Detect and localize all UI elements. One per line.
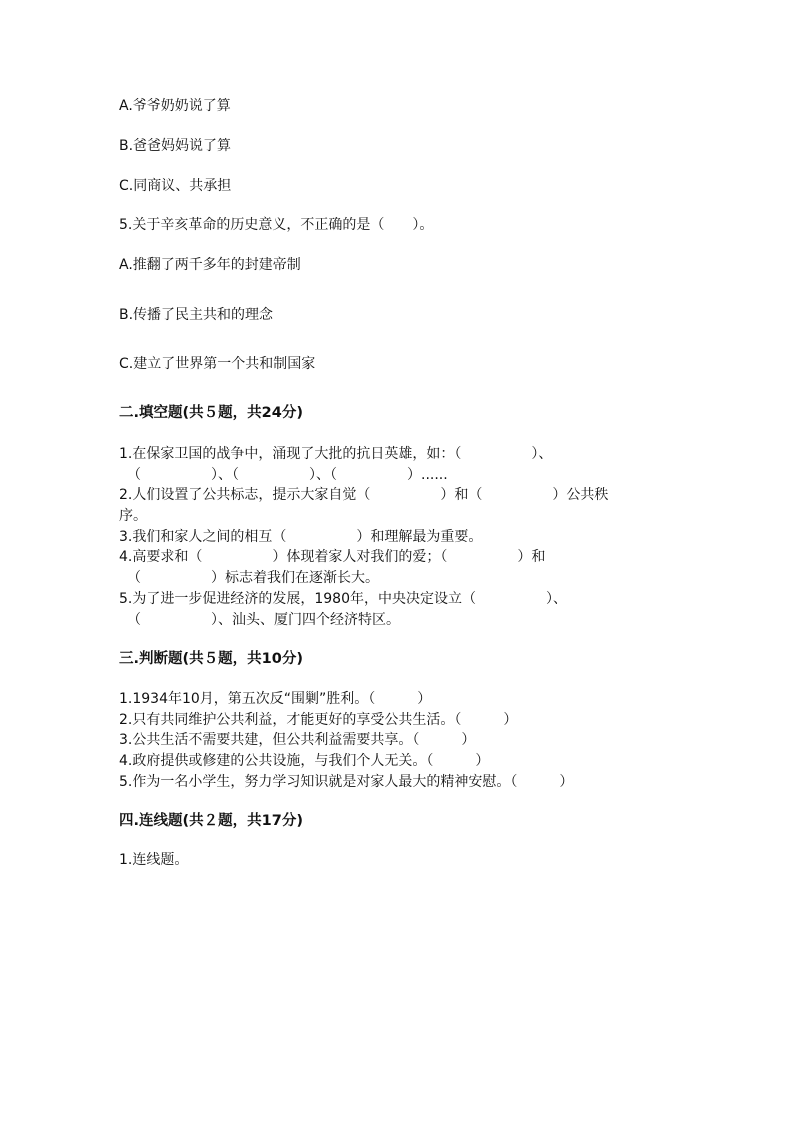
fill-line-5: 3.我们和家人之间的相互（ ）和理解最为重要。	[119, 529, 483, 545]
match-line-1: 1.连线题。	[119, 852, 189, 868]
q5-option-c: C.建立了世界第一个共和制国家	[119, 356, 316, 372]
fill-line-7: （ ）标志着我们在逐渐长大。	[127, 570, 379, 586]
option-b: B.爸爸妈妈说了算	[119, 138, 232, 154]
fill-line-1: 1.在保家卫国的战争中，涌现了大批的抗日英雄，如：（ ）、	[119, 446, 553, 462]
judge-line-3: 3.公共生活不需要共建，但公共利益需要共享。（ ）	[119, 732, 476, 748]
fill-line-8: 5.为了进一步促进经济的发展，1980年，中央决定设立（ ）、	[119, 591, 567, 607]
fill-line-3: 2.人们设置了公共标志，提示大家自觉（ ）和（ ）公共秩	[119, 487, 609, 503]
judge-line-4: 4.政府提供或修建的公共设施，与我们个人无关。（ ）	[119, 753, 490, 769]
section-2-title: 二.填空题(共５题，共24分)	[119, 405, 303, 421]
q5-option-a: A.推翻了两千多年的封建帝制	[119, 257, 301, 273]
question-5-stem: 5.关于辛亥革命的历史意义，不正确的是（ ）。	[119, 217, 434, 233]
judge-line-2: 2.只有共同维护公共利益，才能更好的享受公共生活。（ ）	[119, 712, 518, 728]
section-3-title: 三.判断题(共５题，共10分)	[119, 651, 303, 667]
section-4-title: 四.连线题(共２题，共17分)	[119, 813, 303, 829]
judge-line-5: 5.作为一名小学生，努力学习知识就是对家人最大的精神安慰。（ ）	[119, 774, 574, 790]
judge-line-1: 1.1934年10月，第五次反“围剿”胜利。（ ）	[119, 691, 432, 707]
option-a: A.爷爷奶奶说了算	[119, 98, 231, 114]
fill-line-4: 序。	[119, 508, 147, 524]
option-c: C.同商议、共承担	[119, 178, 232, 194]
fill-line-6: 4.高要求和（ ）体现着家人对我们的爱；（ ）和	[119, 549, 546, 565]
q5-option-b: B.传播了民主共和的理念	[119, 307, 274, 323]
fill-line-9: （ ）、汕头、厦门四个经济特区。	[127, 612, 400, 628]
fill-line-2: （ ）、（ ）、（ ）......	[127, 467, 448, 483]
